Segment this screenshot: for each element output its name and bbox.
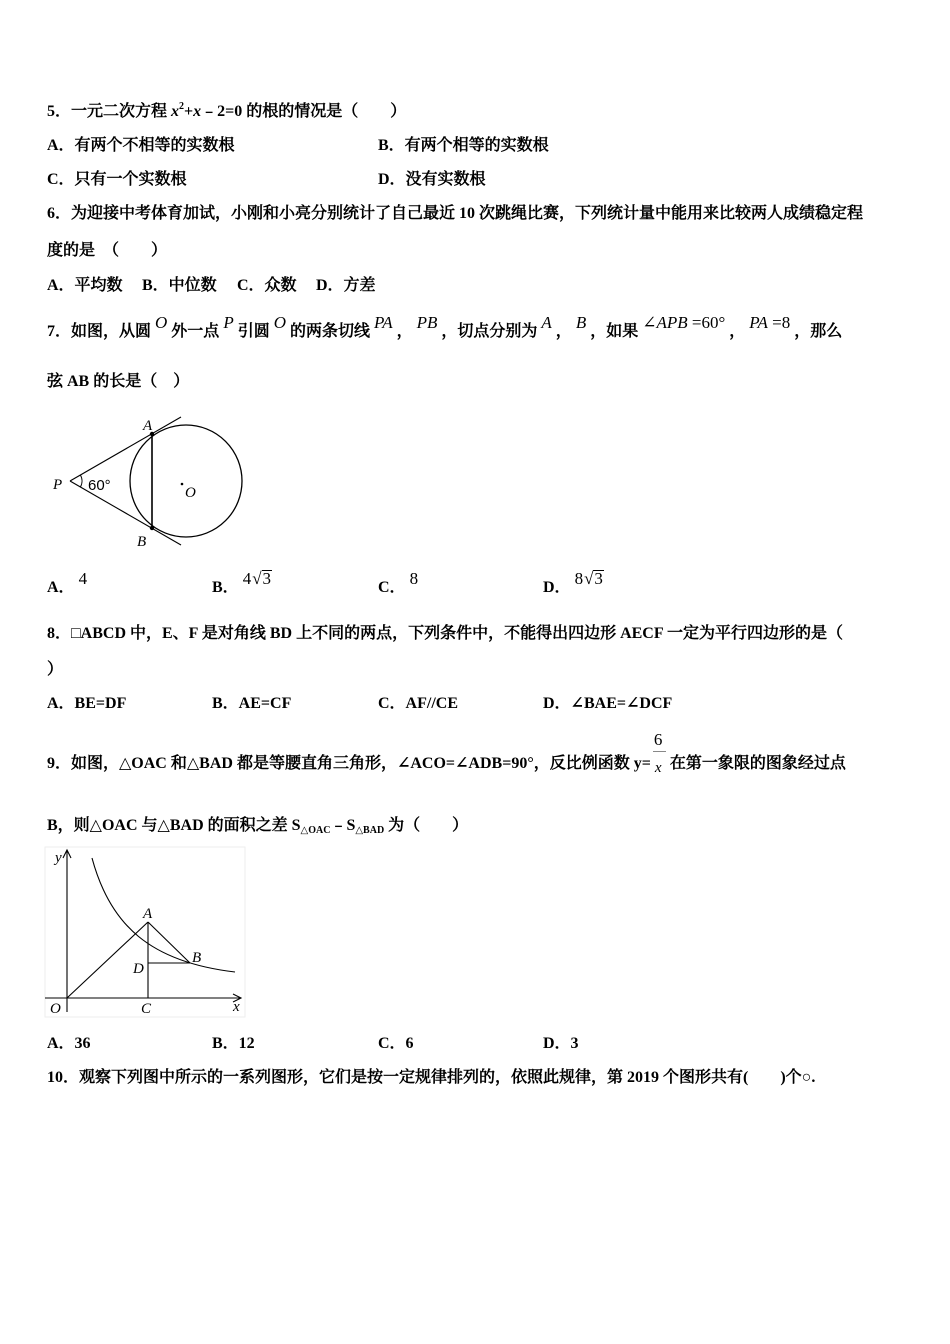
q6-option-d: D．方差 xyxy=(316,277,376,294)
q7-text-2: 外一点 xyxy=(171,323,220,340)
q7-option-d xyxy=(543,569,608,598)
q5-tail: 的根的情况是（ ） xyxy=(242,103,407,120)
q7-math-point-p: P xyxy=(223,313,234,332)
label-y-axis: y xyxy=(55,850,62,866)
q5-option-d: D．没有实数根 xyxy=(378,171,486,188)
q8-option-d: D．∠BAE=∠DCF xyxy=(543,695,673,712)
q5-stem xyxy=(47,102,406,122)
q7-text-1: 7．如图，从圆 xyxy=(47,323,152,340)
circle-o xyxy=(130,425,242,537)
figure-frame xyxy=(45,847,245,1017)
q5-var2: x xyxy=(193,103,202,120)
q7-stem-line2: 弦 AB 的长是（ ） xyxy=(47,373,190,390)
q7-option-d-value xyxy=(575,569,604,588)
tangent-pa xyxy=(70,417,181,481)
q5-option-c: C．只有一个实数根 xyxy=(47,171,187,188)
point-b-dot xyxy=(150,526,154,530)
tangent-pb xyxy=(70,481,181,545)
q7-text-10: ，那么 xyxy=(794,323,843,340)
label-x-axis: x xyxy=(233,999,240,1015)
q7-text-9: ， xyxy=(729,323,746,340)
q7-figure-circle-tangents xyxy=(40,404,250,554)
q7-option-c-letter: C． xyxy=(378,579,406,596)
q7-option-a-value: 4 xyxy=(78,569,88,588)
q7-option-d-letter: D． xyxy=(543,579,571,596)
q7-math-circle-o-2: O xyxy=(273,313,286,332)
q9-stem-line1 xyxy=(47,730,846,776)
q7-math-pa: PA xyxy=(374,313,393,332)
q9-fraction-denominator: x xyxy=(654,760,662,776)
label-a: A xyxy=(143,906,153,922)
q9-fraction-bar xyxy=(653,751,666,752)
q8-option-c: C．AF//CE xyxy=(378,695,459,712)
segment-ab xyxy=(148,922,190,963)
q7-math-pb: PB xyxy=(416,313,438,332)
q5-var1: x xyxy=(171,103,180,120)
label-b: B xyxy=(192,950,202,966)
q9-subscript-bad: △BAD xyxy=(355,825,385,836)
q7-stem-line1 xyxy=(47,313,843,342)
q7-angle-name: APB xyxy=(656,313,688,332)
q7-option-b-radical: √ xyxy=(252,569,262,588)
q9-minus-s: ﹣S xyxy=(330,817,356,834)
q7-option-b xyxy=(212,569,276,598)
label-p: P xyxy=(53,477,63,493)
q7-angle-value: =60° xyxy=(687,313,726,332)
q5-exponent: 2 xyxy=(179,101,185,112)
q5-option-b: B．有两个相等的实数根 xyxy=(378,137,549,154)
q9-option-a: A．36 xyxy=(47,1035,91,1052)
q7-text-5: ， xyxy=(396,323,413,340)
q7-option-b-letter: B． xyxy=(212,579,239,596)
label-b: B xyxy=(137,534,147,550)
q5-rhs: ﹣2=0 xyxy=(201,103,243,120)
q9-line1-lead: 9．如图，△OAC 和△BAD 都是等腰直角三角形，∠ACO=∠ADB=90°，反比例函数 y= xyxy=(47,755,651,772)
label-c: C xyxy=(141,1001,152,1017)
q7-math-point-b: B xyxy=(575,313,587,332)
center-o-dot xyxy=(181,483,184,486)
q7-text-8: ，如果 xyxy=(590,323,639,340)
q7-option-d-radicand: 3 xyxy=(594,569,603,588)
q7-option-a xyxy=(47,569,91,598)
q8-stem-line2: ） xyxy=(47,661,64,678)
q7-option-d-radical: √ xyxy=(584,569,594,588)
q5-operator: + xyxy=(184,103,194,120)
q6-option-b: B．中位数 xyxy=(142,277,217,294)
q8-stem-line1: 8．□ABCD 中，E、F 是对角线 BD 上不同的两点，下列条件中，不能得出四边形 AECF 一定为平行四边形的是（ xyxy=(47,625,844,642)
q7-text-4: 的两条切线 xyxy=(290,323,371,340)
q6-option-a: A．平均数 xyxy=(47,277,123,294)
q8-option-b: B．AE=CF xyxy=(212,695,292,712)
label-o: O xyxy=(185,485,196,501)
q7-option-b-value xyxy=(243,569,272,588)
q8-option-a: A．BE=DF xyxy=(47,695,127,712)
q7-text-6: ，切点分别为 xyxy=(441,323,538,340)
q6-stem-line1: 6．为迎接中考体育加试，小刚和小亮分别统计了自己最近 10 次跳绳比赛，下列统计量中能用来比较两人成绩稳定程 xyxy=(47,205,864,222)
q7-math-point-a: A xyxy=(541,313,552,332)
q7-option-c-value: 8 xyxy=(409,569,419,588)
label-d: D xyxy=(133,961,144,977)
q9-figure-hyperbola xyxy=(40,842,250,1022)
q9-line2-lead: B，则△OAC 与△BAD 的面积之差 S xyxy=(47,817,301,834)
q6-option-c: C．众数 xyxy=(237,277,297,294)
q7-pa-name: PA xyxy=(749,313,768,332)
q7-pa-value: =8 xyxy=(767,313,791,332)
q9-option-d: D．3 xyxy=(543,1035,579,1052)
q9-stem-line2 xyxy=(47,816,468,841)
q9-option-c: C．6 xyxy=(378,1035,414,1052)
label-angle-60: 60° xyxy=(88,477,111,494)
label-a: A xyxy=(143,418,153,434)
q9-subscript-oac: △OAC xyxy=(300,825,331,836)
q7-math-angle-apb xyxy=(642,313,725,332)
q7-math-pa-length xyxy=(749,313,790,332)
q9-fraction-numerator: 6 xyxy=(653,730,663,749)
q9-line1-tail: 在第一象限的图象经过点 xyxy=(669,755,846,772)
q7-option-d-coef: 8 xyxy=(574,569,584,588)
q7-math-circle-o: O xyxy=(155,313,168,332)
q7-text-7: ， xyxy=(555,323,572,340)
q5-lead: 5．一元二次方程 xyxy=(47,103,172,120)
q10-stem: 10．观察下列图中所示的一系列图形，它们是按一定规律排列的，依照此规律，第 2019 个图形共有( )个○. xyxy=(47,1069,816,1086)
q7-option-b-coef: 4 xyxy=(242,569,252,588)
q6-stem-line2: 度的是 （ ） xyxy=(47,242,168,259)
q7-option-c xyxy=(378,569,422,598)
angle-arc xyxy=(80,475,82,487)
q7-option-b-radicand: 3 xyxy=(262,569,272,588)
segment-oa xyxy=(67,922,148,998)
q5-option-a: A．有两个不相等的实数根 xyxy=(47,137,235,154)
q9-fraction xyxy=(653,730,667,776)
q9-option-b: B．12 xyxy=(212,1035,255,1052)
q7-option-a-letter: A． xyxy=(47,579,75,596)
q7-text-3: 引圆 xyxy=(237,323,270,340)
label-origin-o: O xyxy=(50,1001,61,1017)
q9-line2-tail: 为（ ） xyxy=(384,817,469,834)
angle-symbol: ∠ xyxy=(642,313,657,332)
